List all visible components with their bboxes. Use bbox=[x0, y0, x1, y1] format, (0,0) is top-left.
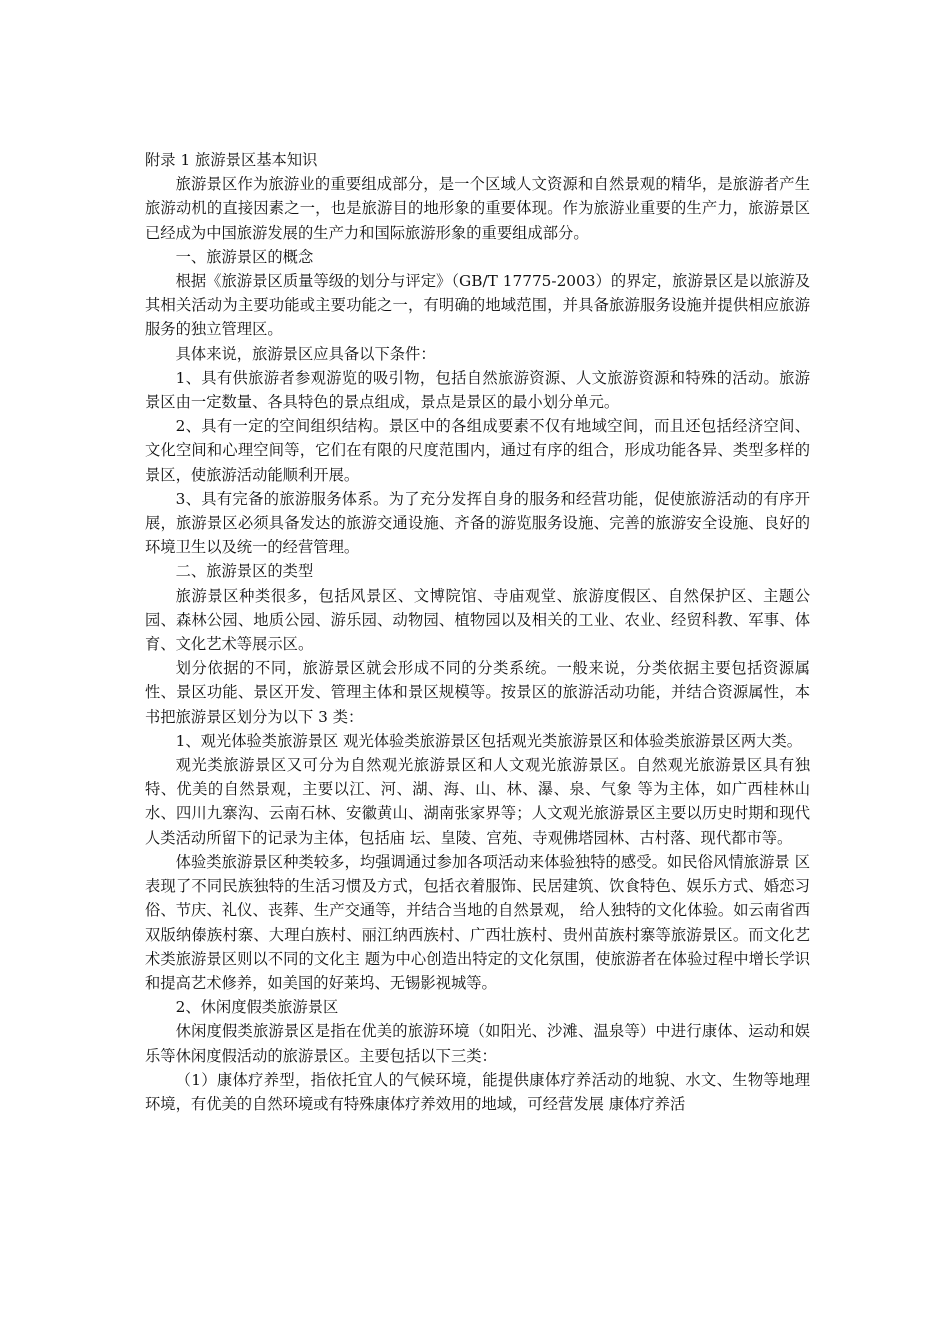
document-title: 附录 1 旅游景区基本知识 bbox=[145, 151, 318, 169]
classification-paragraph: 划分依据的不同，旅游景区就会形成不同的分类系统。一般来说，分类依据主要包括资源属性、景区功能、景区开发、管理主体和景区规模等。按景区的旅游活动功能，并结合资源属性，本书把旅游景区划分为以下 3 类： bbox=[145, 659, 810, 726]
type-2-heading: 2、休闲度假类旅游景区 bbox=[175, 998, 339, 1017]
condition-3-paragraph: 3、具有完备的旅游服务体系。为了充分发挥自身的服务和经营功能，促使旅游活动的有序开展，旅游景区必须具备发达的旅游交通设施、齐备的游览服务设施、完善的旅游安全设施、良好的环境卫生以及统一的经营管理。 bbox=[145, 489, 810, 557]
health-resort-paragraph: （1）康体疗养型，指依托宜人的气候环境，能提供康体疗养活动的地貌、水文、生物等地理环境，有优美的自然环境或有特殊康体疗养效用的地域，可经营发展 康体疗养活 bbox=[145, 1070, 810, 1113]
definition-paragraph: 根据《旅游景区质量等级的划分与评定》（GB/T 17775-2003）的界定，旅游景区是以旅游及其相关活动为主要功能或主要功能之一，有明确的地域范围，并具备旅游服务设施并提供相应旅游服务的独立管理区。 bbox=[145, 272, 810, 339]
experience-paragraph: 体验类旅游景区种类较多，均强调通过参加各项活动来体验独特的感受。如民俗风情旅游景 区表现了不同民族独特的生活习惯及方式，包括衣着服饰、民居建筑、饮食特色、娱乐方式、婚恋习俗、节庆、礼仪、丧葬、生产交通等，并结合当地的自然景观， 给人独特的文化体验。如云南省西双版纳傣族村寨、大理白族村、丽江纳西族村、广西壮族村、贵州苗族村寨等旅游景区。而文化艺术类旅游景区则以不同的文化主 题为中心创造出特定的文化氛围，使旅游者在体验过程中增长学识和提高艺术修养，如美国的好莱坞、无锡影视城等。 bbox=[145, 852, 810, 992]
conditions-intro-paragraph: 具体来说，旅游景区应具备以下条件： bbox=[175, 344, 436, 363]
section-heading-types: 二、旅游景区的类型 bbox=[175, 562, 314, 581]
type-1-heading-paragraph: 1、观光体验类旅游景区 观光体验类旅游景区包括观光类旅游景区和体验类旅游景区两大类。 bbox=[175, 731, 803, 750]
leisure-paragraph: 休闲度假类旅游景区是指在优美的旅游环境（如阳光、沙滩、温泉等）中进行康体、运动和娱乐等休闲度假活动的旅游景区。主要包括以下三类： bbox=[145, 1022, 810, 1065]
document-page bbox=[145, 148, 810, 1116]
types-list-paragraph: 旅游景区种类很多，包括风景区、文博院馆、寺庙观堂、旅游度假区、自然保护区、主题公园、森林公园、地质公园、游乐园、动物园、植物园以及相关的工业、农业、经贸科教、军事、体育、文化艺术等展示区。 bbox=[145, 586, 810, 654]
intro-paragraph: 旅游景区作为旅游业的重要组成部分，是一个区域人文资源和自然景观的精华，是旅游者产生旅游动机的直接因素之一，也是旅游目的地形象的重要体现。作为旅游业重要的生产力，旅游景区已经成为中国旅游发展的生产力和国际旅游形象的重要组成部分。 bbox=[145, 175, 810, 242]
condition-2-paragraph: 2、具有一定的空间组织结构。景区中的各组成要素不仅有地域空间，而且还包括经济空间、文化空间和心理空间等，它们在有限的尺度范围内，通过有序的组合，形成功能各异、类型多样的景区，使旅游活动能顺利开展。 bbox=[145, 417, 810, 484]
sightseeing-paragraph: 观光类旅游景区又可分为自然观光旅游景区和人文观光旅游景区。自然观光旅游景区具有独特、优美的自然景观，主要以江、河、湖、海、山、林、瀑、泉、气象 等为主体，如广西桂林山水、四川九寨沟、云南石林、安徽黄山、湖南张家界等；人文观光旅游景区主要以历史时期和现代人类活动所留下的记录为主体，包括庙 坛、皇陵、宫苑、寺观佛塔园林、古村落、现代都市等。 bbox=[145, 756, 810, 847]
condition-1-paragraph: 1、具有供旅游者参观游览的吸引物，包括自然旅游资源、人文旅游资源和特殊的活动。旅游景区由一定数量、各具特色的景点组成，景点是景区的最小划分单元。 bbox=[145, 368, 810, 412]
section-heading-concept: 一、旅游景区的概念 bbox=[175, 247, 314, 266]
